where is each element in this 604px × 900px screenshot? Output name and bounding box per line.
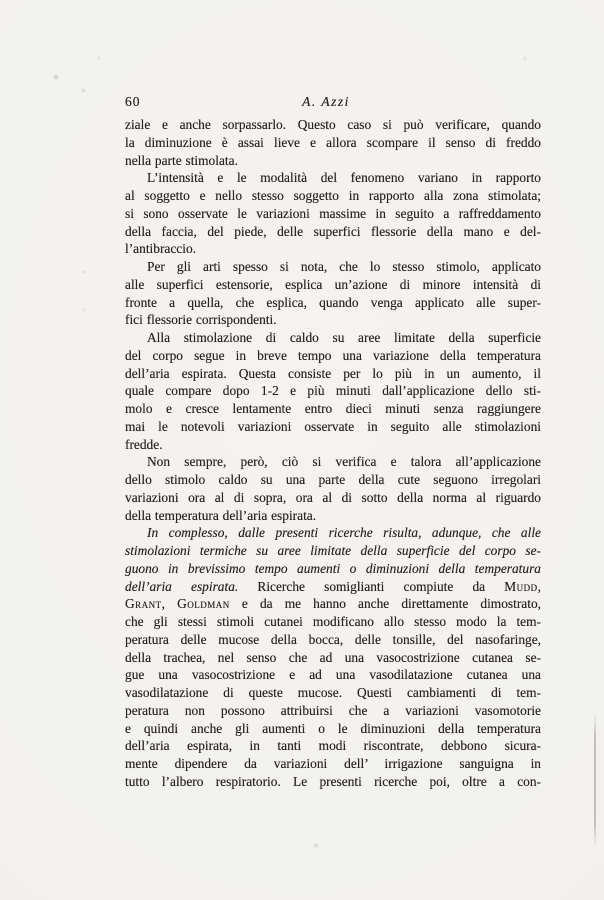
text-segment: mente dipendere da variazioni dell’ irrigazione sanguigna in (125, 756, 541, 771)
text-line (125, 453, 541, 471)
text-segment: L’intensità e le modalità del fenomeno variano in rapporto (147, 170, 541, 186)
text-segment: della trachea, nel senso che ad una vasocostrizione cutanea se- (125, 649, 541, 665)
text-segment: dell’aria espirata, in tanti modi riscontrate, debbono sicura- (125, 738, 541, 754)
text-line (125, 773, 541, 791)
text-segment: Per gli arti spesso si nota, che lo stesso stimolo, applicato (147, 259, 541, 274)
scan-artifact (82, 308, 87, 312)
text-line (125, 524, 541, 542)
text-line (125, 116, 541, 134)
text-segment: dello stimolo caldo su una parte della cute seguono irregolari (125, 472, 541, 487)
text-line (125, 240, 541, 258)
text-line (125, 684, 541, 702)
page-number: 60 (125, 94, 141, 109)
text-segment: fici flessorie corrispondenti. (125, 312, 277, 328)
text-line (125, 649, 541, 667)
text-line (125, 702, 541, 720)
text-segment: fredde. (125, 436, 163, 452)
text-segment: mai le notevoli variazioni osservate in seguito alle stimolazioni (125, 418, 541, 434)
text-segment: della faccia, del piede, delle superfici flessorie della mano e del- (125, 223, 541, 239)
text-line (125, 205, 541, 223)
text-segment: peratura delle mucose della bocca, delle tonsille, del nasofaringe, (125, 631, 541, 647)
scan-artifact (522, 56, 528, 61)
text-line (125, 382, 541, 400)
scan-artifact (52, 74, 60, 80)
text-segment: peratura non possono attribuirsi che a variazioni vasomotorie (125, 702, 541, 718)
page-header (125, 94, 541, 112)
text-segment: variazioni ora al di sopra, ora al di sotto della norma al riguardo (125, 489, 541, 505)
text-segment: la diminuzione è assai lieve e allora scompare il senso di freddo (125, 134, 541, 150)
text-segment: Ricerche somiglianti compiute da (238, 578, 505, 594)
text-line (125, 152, 541, 170)
text-line (125, 400, 541, 418)
text-line (125, 311, 541, 329)
scan-artifact (80, 88, 87, 93)
cited-author-name: Goldman (177, 596, 230, 612)
text-segment: In complesso, dalle presenti ricerche risulta, adunque, che alle (147, 525, 541, 541)
text-segment: ziale e anche sorpassarlo. Questo caso si può verificare, quando (125, 117, 541, 132)
running-head: A. Azzi (302, 94, 350, 109)
cited-author-name: Mudd (504, 578, 538, 594)
text-segment: del corpo segue in breve tempo una variazione della temperatura (125, 347, 541, 363)
scan-artifact (81, 270, 86, 274)
text-block (125, 116, 541, 791)
text-segment: l’antibraccio. (125, 241, 197, 257)
text-line (125, 258, 541, 276)
text-line (125, 169, 541, 187)
cited-author-name: Grant (125, 596, 162, 612)
text-segment: dell’aria espirata. (125, 578, 239, 594)
text-line (125, 223, 541, 241)
text-line (125, 134, 541, 152)
text-segment: al soggetto e nello stesso soggetto in rapporto alla zona stimolata; (125, 188, 541, 203)
text-segment: e quindi anche gli aumenti o le diminuzioni della temperatura (125, 720, 541, 736)
text-line (125, 418, 541, 436)
scan-artifact (313, 843, 319, 848)
text-segment: guono in brevissimo tempo aumenti o diminuzioni della temperatura (125, 560, 541, 576)
text-line (125, 578, 541, 596)
text-line (125, 471, 541, 489)
text-segment: nella parte stimolata. (125, 152, 238, 168)
text-segment: stimolazioni termiche su aree limitate della superficie del corpo se- (125, 543, 541, 558)
text-segment: alle superfici estensorie, esplica un’azione di minore intensità di (125, 276, 541, 292)
text-line (125, 489, 541, 507)
text-segment: della temperatura dell’aria espirata. (125, 507, 317, 523)
text-segment: quale compare dopo 1-2 e più minuti dall’applicazione dello sti- (125, 383, 541, 399)
text-segment: gue una vasocostrizione e ad una vasodilatazione cutanea una (125, 667, 541, 683)
text-line (125, 542, 541, 560)
scan-artifact (96, 56, 101, 60)
text-line (125, 595, 541, 613)
text-segment: che gli stessi stimoli cutanei modificano allo stesso modo la tem- (125, 614, 541, 629)
text-segment: fronte a quella, che esplica, quando venga applicato alle super- (125, 294, 541, 310)
text-line (125, 755, 541, 773)
text-line (125, 737, 541, 755)
text-line (125, 365, 541, 383)
page-edge-shadow (594, 712, 596, 848)
text-line (125, 631, 541, 649)
text-line (125, 329, 541, 347)
text-segment: dell’aria espirata. Questa consiste per lo più in un aumento, il (125, 365, 541, 381)
text-line (125, 276, 541, 294)
text-line (125, 720, 541, 738)
text-line (125, 507, 541, 525)
text-segment: Non sempre, però, ciò si verifica e talora all’applicazione (147, 454, 541, 470)
text-line (125, 436, 541, 454)
text-segment: vasodilatazione di queste mucose. Questi cambiamenti di tem- (125, 685, 541, 700)
text-segment: , (537, 578, 541, 594)
text-segment: , (161, 596, 178, 612)
text-line (125, 347, 541, 365)
text-line (125, 294, 541, 312)
text-line (125, 666, 541, 684)
text-line (125, 560, 541, 578)
text-line (125, 613, 541, 631)
text-segment: Alla stimolazione di caldo su aree limitate della superficie (147, 330, 541, 345)
text-segment: si sono osservate le variazioni massime in seguito a raffreddamento (125, 205, 541, 221)
text-segment: e da me hanno anche direttamente dimostrato, (229, 596, 541, 612)
text-line (125, 187, 541, 205)
text-segment: tutto l’albero respiratorio. Le presenti ricerche poi, oltre a con- (125, 773, 541, 789)
text-segment: molo e cresce lentamente entro dieci minuti senza raggiungere (125, 401, 541, 416)
